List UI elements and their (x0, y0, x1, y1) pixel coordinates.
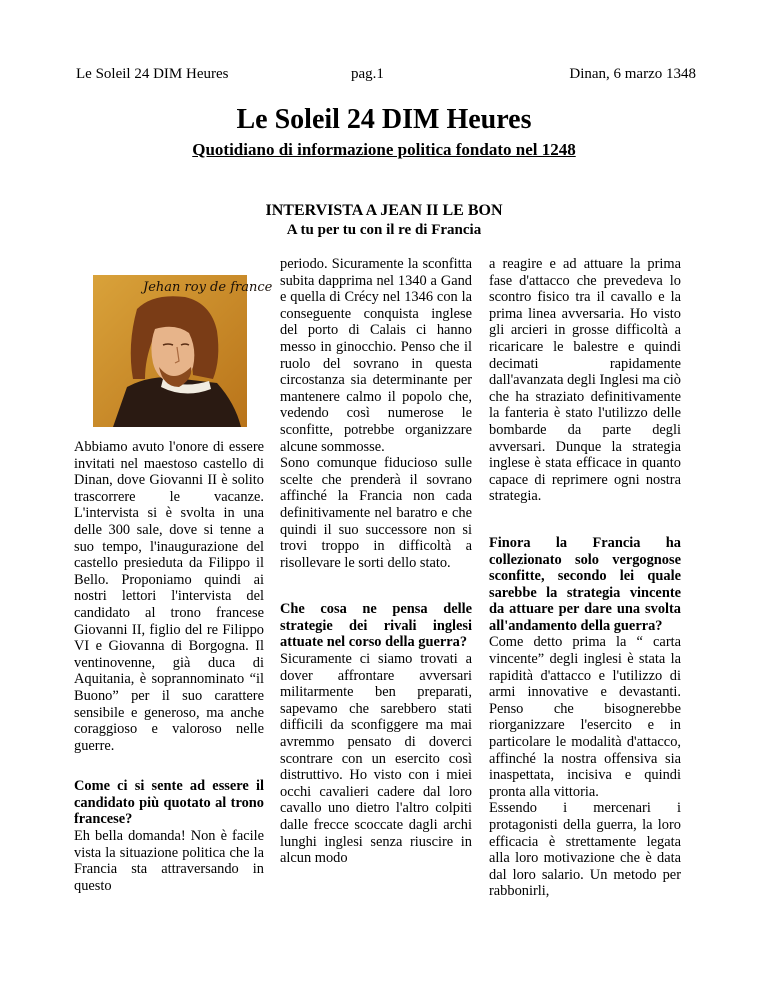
article-headline: INTERVISTA A JEAN II LE BON (265, 202, 503, 219)
column-1 (74, 439, 264, 894)
answer-1-start: Eh bella domanda! Non è facile vista la situazione politica che la Francia sta attraversando in questo (74, 828, 264, 894)
header-page-number: pag.1 (351, 66, 384, 82)
answer-2-continued: a reagire e ad attuare la prima fase d'attacco che prevedeva lo scontro fisico tra il cavallo e la prima linea avversaria. Ho visto gli arcieri in grosse difficoltà a ricaricare le balestre e quindi decimati rapidamente dall'avanzata degli Inglesi ma ciò che ha straziato definitivamente la fanteria è stato l'utilizzo delle bombarde da parte degli avversari. Dunque la strategia inglese è stata efficace in quanto capace di reprimere ogni nostra strategia. (489, 256, 681, 505)
header-dateline: Dinan, 6 marzo 1348 (569, 66, 696, 82)
question-2: Che cosa ne pensa delle strategie dei rivali inglesi attuate nel corso della guerra? (280, 601, 472, 651)
masthead-title: Le Soleil 24 DIM Heures (236, 104, 532, 135)
question-1: Come ci si sente ad essere il candidato più quotato al trono francese? (74, 778, 264, 828)
article-intro: Abbiamo avuto l'onore di essere invitati nel maestoso castello di Dinan, dove Giovanni II è solito trascorrere le vacanze. L'intervista si è svolta in una delle 300 sale, dove si tenne a suo tempo, l'inaugurazione del castello presieduta da Filippo il Bello. Proponiamo quindi ai nostri lettori l'intervista del candidato al trono francese Giovanni II, figlio del re Filippo VI e Giovanna di Borgogna. Il ventinovenne, già duca di Aquitania, è soprannominato “il Buono” per il suo carattere sensibile e generoso, ma anche coraggioso e valoroso nelle guerre. (74, 439, 264, 754)
portrait-drawing (93, 275, 273, 427)
answer-1-continued-2: Sono comunque fiducioso sulle scelte che prenderà il sovrano affinché la Francia non cada definitivamente nel baratro e che quindi il suo successore non si trovi troppo in difficoltà a risollevare le sorti dello stato. (280, 455, 472, 571)
masthead-subtitle: Quotidiano di informazione politica fondato nel 1248 (192, 140, 576, 159)
column-3 (489, 256, 681, 900)
answer-3-part-2: Essendo i mercenari i protagonisti della guerra, la loro efficacia è strettamente legata alla loro motivazione che è data dal loro salario. Un metodo per rabbonirli, (489, 800, 681, 900)
answer-2: Sicuramente ci siamo trovati a dover affrontare avversari militarmente ben preparati, sapevamo che sarebbero stati difficili da sconfiggere ma mai avremmo pensato di doverci scontrare con un esercito così distruttivo. Ho visto con i miei occhi cavalieri cadere dal loro cavallo uno dietro l'altro colpiti dalle frecce scoccate dagli archi lunghi inglesi senza riuscire in alcun modo (280, 651, 472, 867)
article-subheadline: A tu per tu con il re di Francia (286, 222, 482, 238)
column-2 (280, 256, 472, 867)
running-header (76, 66, 696, 88)
portrait-caption: Jehan roy de france (143, 280, 273, 295)
answer-1-continued: periodo. Sicuramente la sconfitta subita dapprima nel 1340 a Gand e quella di Crécy nel 1346 con la conseguente conquista inglese del porto di Calais ci hanno messo in ginocchio. Penso che il ruolo del sovrano in questa circostanza sia determinante per mantenere calmo il popolo che, vedendo così numerose le sconfitte, potrebbe organizzare alcune sommosse. (280, 256, 472, 455)
header-newspaper-name: Le Soleil 24 DIM Heures (76, 66, 229, 82)
question-3: Finora la Francia ha collezionato solo vergognose sconfitte, secondo lei quale sarebbe la strategia vincente da attuare per dare una svolta all'andamento della guerra? (489, 534, 681, 634)
portrait-image (93, 275, 273, 427)
answer-3-part-1: Come detto prima la “ carta vincente” degli inglesi è stata la rapidità d'attacco e l'utilizzo di armi innovative e devastanti. Penso che bisognerebbe riorganizzare l'esercito e in particolare le modalità d'attacco, affinché la nostra offensiva sia inaspettata, incisiva e quindi pronta alla vittoria. (489, 634, 681, 800)
